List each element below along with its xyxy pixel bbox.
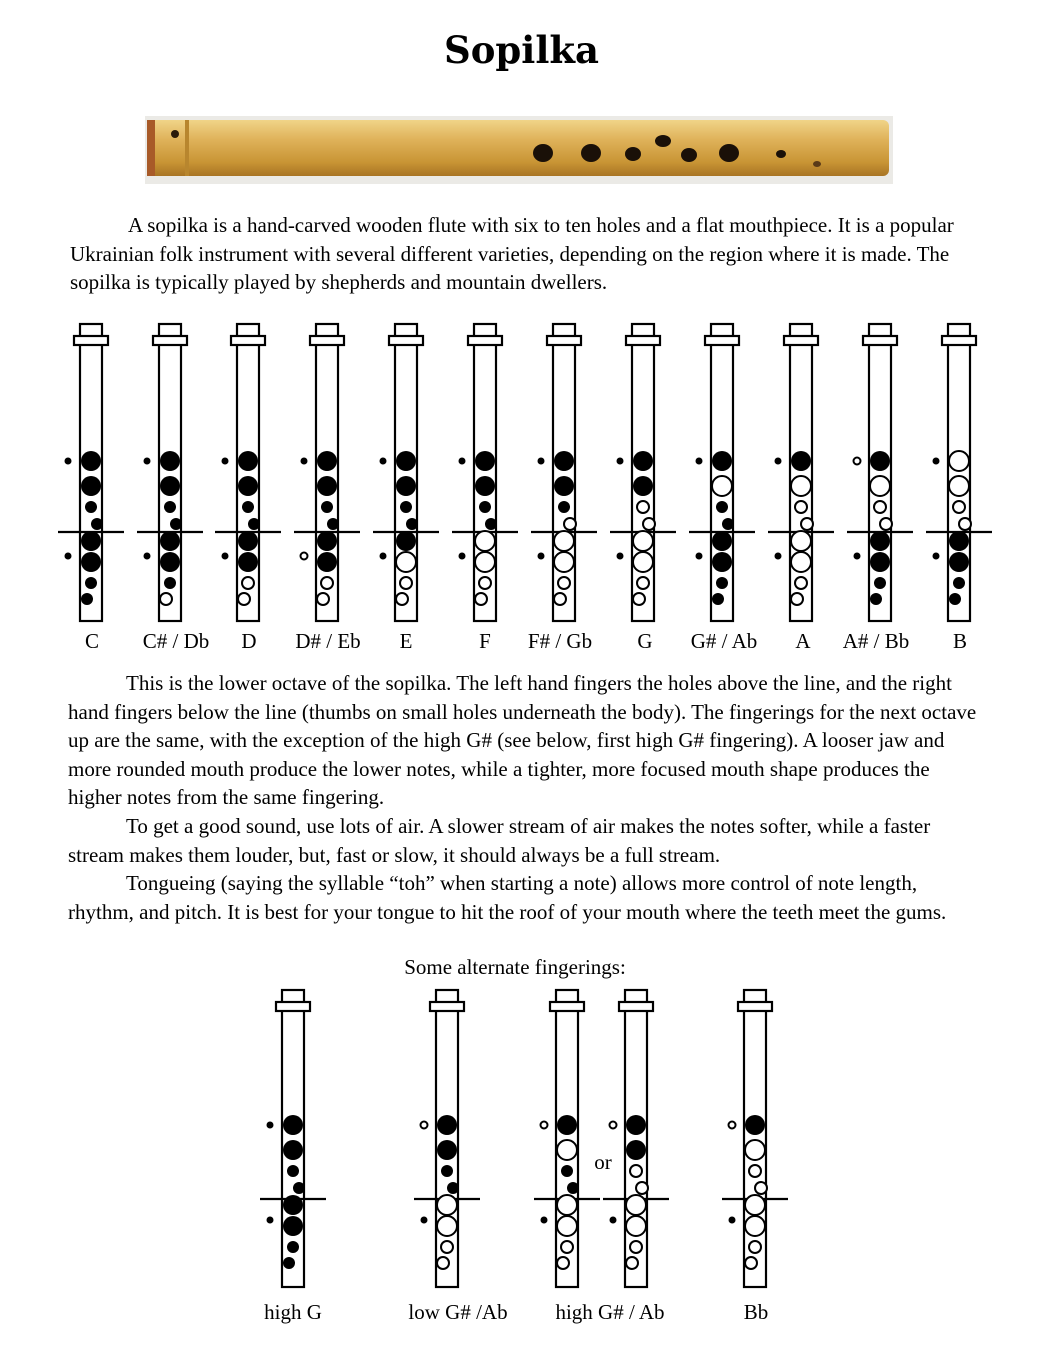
- tube: [159, 324, 181, 621]
- note-label: F: [479, 629, 491, 653]
- mouthpiece: [863, 336, 897, 345]
- finger-hole: [630, 1165, 642, 1177]
- finger-hole: [554, 476, 574, 496]
- thumb-hole: [267, 1217, 274, 1224]
- finger-hole: [441, 1241, 453, 1253]
- finger-hole: [437, 1140, 457, 1160]
- thumb-hole: [301, 458, 308, 465]
- tube: [869, 324, 891, 621]
- thumb-hole: [538, 553, 545, 560]
- finger-hole: [874, 577, 886, 589]
- mouthpiece: [153, 336, 187, 345]
- thumb-hole: [610, 1122, 617, 1129]
- finger-hole: [475, 531, 495, 551]
- note-label: A: [795, 629, 811, 653]
- finger-hole: [479, 501, 491, 513]
- finger-hole: [716, 577, 728, 589]
- note-label: A# / Bb: [842, 629, 910, 653]
- note-label: B: [952, 629, 968, 653]
- finger-hole: [870, 531, 890, 551]
- finger-hole: [630, 1241, 642, 1253]
- finger-hole: [554, 552, 574, 572]
- finger-hole: [745, 1257, 757, 1269]
- note-label: E: [399, 629, 413, 653]
- mouthpiece: [784, 336, 818, 345]
- or-label: or: [594, 1150, 612, 1174]
- thumb-hole: [610, 1217, 617, 1224]
- thumb-hole: [421, 1122, 428, 1129]
- fingering-diagram: [926, 324, 992, 621]
- thumb-hole: [617, 458, 624, 465]
- note-label: C# / Db: [142, 629, 210, 653]
- finger-hole: [795, 577, 807, 589]
- finger-hole: [712, 531, 732, 551]
- finger-hole: [791, 476, 811, 496]
- thumb-hole: [775, 553, 782, 560]
- finger-hole: [791, 593, 803, 605]
- finger-hole: [91, 518, 103, 530]
- finger-hole: [554, 531, 574, 551]
- mouthpiece: [547, 336, 581, 345]
- finger-hole: [81, 531, 101, 551]
- mouthpiece: [550, 1002, 584, 1011]
- thumb-hole: [541, 1217, 548, 1224]
- finger-hole: [564, 518, 576, 530]
- finger-hole: [238, 531, 258, 551]
- alternate-label: Bb: [743, 1300, 769, 1324]
- finger-hole: [317, 476, 337, 496]
- finger-hole: [557, 1195, 577, 1215]
- finger-hole: [475, 451, 495, 471]
- finger-hole: [396, 552, 416, 572]
- finger-hole: [791, 531, 811, 551]
- thumb-hole: [144, 458, 151, 465]
- mouthpiece: [276, 1002, 310, 1011]
- finger-hole: [248, 518, 260, 530]
- explanation-text: [68, 669, 978, 926]
- thumb-hole: [65, 553, 72, 560]
- finger-hole: [712, 552, 732, 572]
- finger-hole: [791, 451, 811, 471]
- note-label: C: [84, 629, 100, 653]
- finger-hole: [716, 501, 728, 513]
- mouthpiece: [626, 336, 660, 345]
- finger-hole: [475, 552, 495, 572]
- finger-hole: [554, 593, 566, 605]
- finger-hole: [749, 1165, 761, 1177]
- finger-hole: [712, 476, 732, 496]
- finger-hole: [557, 1115, 577, 1135]
- thumb-hole: [854, 458, 861, 465]
- finger-hole: [949, 552, 969, 572]
- finger-hole: [287, 1241, 299, 1253]
- finger-hole: [870, 552, 890, 572]
- finger-hole: [321, 577, 333, 589]
- finger-hole: [633, 451, 653, 471]
- finger-hole: [242, 501, 254, 513]
- finger-hole: [949, 531, 969, 551]
- air-paragraph: To get a good sound, use lots of air. A slower stream of air makes the notes softer, while a faster stream makes them louder, but, fast or slow, it should always be a full stream.: [68, 813, 931, 867]
- alternate-label: high G# / Ab: [555, 1300, 665, 1324]
- note-label: D: [241, 629, 257, 653]
- mouthpiece: [310, 336, 344, 345]
- tube: [80, 324, 102, 621]
- finger-hole: [441, 1165, 453, 1177]
- finger-hole: [557, 1257, 569, 1269]
- thumb-hole: [729, 1122, 736, 1129]
- finger-hole: [85, 501, 97, 513]
- fingering-diagram: [294, 324, 360, 621]
- mouthpiece: [705, 336, 739, 345]
- finger-hole: [949, 476, 969, 496]
- octave-paragraph: This is the lower octave of the sopilka. The left hand fingers the holes above the line, and the right hand fingers below the line (thumbs on small holes underneath the body). The fingerings for the next octave up are the same, with the exception of the high G# (see below, first high G# fingering). A looser jaw and more rounded mouth produce the lower notes, while a tighter, more focused mouth shape produces the higher notes from the same fingering.: [68, 671, 977, 810]
- note-label: G: [637, 629, 653, 653]
- finger-hole: [81, 476, 101, 496]
- finger-hole: [554, 451, 574, 471]
- thumb-hole: [65, 458, 72, 465]
- thumb-hole: [933, 458, 940, 465]
- finger-hole: [293, 1182, 305, 1194]
- finger-hole: [475, 593, 487, 605]
- finger-hole: [801, 518, 813, 530]
- finger-hole: [633, 476, 653, 496]
- finger-hole: [283, 1216, 303, 1236]
- thumb-hole: [144, 553, 151, 560]
- finger-hole: [745, 1216, 765, 1236]
- finger-hole: [81, 552, 101, 572]
- fingering-diagram: [137, 324, 203, 621]
- finger-hole: [81, 593, 93, 605]
- finger-hole: [745, 1115, 765, 1135]
- finger-hole: [400, 501, 412, 513]
- finger-hole: [396, 451, 416, 471]
- finger-hole: [643, 518, 655, 530]
- finger-hole: [561, 1241, 573, 1253]
- mouthpiece: [738, 1002, 772, 1011]
- fingering-diagram: [689, 324, 755, 621]
- finger-hole: [437, 1216, 457, 1236]
- finger-hole: [874, 501, 886, 513]
- finger-hole: [81, 451, 101, 471]
- finger-hole: [238, 451, 258, 471]
- thumb-hole: [267, 1122, 274, 1129]
- finger-hole: [238, 593, 250, 605]
- finger-hole: [317, 552, 337, 572]
- finger-hole: [242, 577, 254, 589]
- finger-hole: [437, 1195, 457, 1215]
- finger-hole: [636, 1182, 648, 1194]
- fingering-diagram: [534, 990, 600, 1287]
- finger-hole: [561, 1165, 573, 1177]
- thumb-hole: [222, 458, 229, 465]
- finger-hole: [437, 1115, 457, 1135]
- alternate-label: low G# /Ab: [408, 1300, 508, 1324]
- finger-hole: [626, 1216, 646, 1236]
- finger-hole: [479, 577, 491, 589]
- finger-hole: [160, 531, 180, 551]
- finger-hole: [485, 518, 497, 530]
- finger-hole: [745, 1195, 765, 1215]
- finger-hole: [949, 451, 969, 471]
- thumb-hole: [541, 1122, 548, 1129]
- finger-hole: [437, 1257, 449, 1269]
- finger-hole: [712, 593, 724, 605]
- thumb-hole: [854, 553, 861, 560]
- finger-hole: [953, 577, 965, 589]
- fingering-diagram: [768, 324, 834, 621]
- finger-hole: [283, 1195, 303, 1215]
- thumb-hole: [222, 553, 229, 560]
- intro-text: A sopilka is a hand-carved wooden flute with six to ten holes and a flat mouthpiece. It is a popular Ukrainian folk instrument with several different varieties, depending on the region where it is made. The sopilka is typically played by shepherds and mountain dwellers.: [70, 213, 954, 295]
- fingering-diagram: [603, 990, 669, 1287]
- thumb-hole: [380, 458, 387, 465]
- mouthpiece: [430, 1002, 464, 1011]
- finger-hole: [637, 501, 649, 513]
- thumb-hole: [538, 458, 545, 465]
- finger-hole: [283, 1140, 303, 1160]
- mouthpiece: [231, 336, 265, 345]
- finger-hole: [953, 501, 965, 513]
- finger-hole: [160, 552, 180, 572]
- finger-hole: [396, 593, 408, 605]
- thumb-hole: [617, 553, 624, 560]
- fingering-diagram: [260, 990, 326, 1287]
- finger-hole: [283, 1257, 295, 1269]
- thumb-hole: [301, 553, 308, 560]
- finger-hole: [287, 1165, 299, 1177]
- finger-hole: [283, 1115, 303, 1135]
- finger-hole: [791, 552, 811, 572]
- finger-hole: [317, 531, 337, 551]
- finger-hole: [164, 577, 176, 589]
- finger-hole: [160, 593, 172, 605]
- finger-hole: [160, 476, 180, 496]
- thumb-hole: [696, 458, 703, 465]
- fingering-diagram: [531, 324, 597, 621]
- fingering-diagram: [215, 324, 281, 621]
- finger-hole: [626, 1195, 646, 1215]
- alternate-label: high G: [264, 1300, 322, 1324]
- thumb-hole: [380, 553, 387, 560]
- finger-hole: [870, 451, 890, 471]
- finger-hole: [949, 593, 961, 605]
- thumb-hole: [933, 553, 940, 560]
- finger-hole: [321, 501, 333, 513]
- finger-hole: [722, 518, 734, 530]
- fingering-diagram: [610, 324, 676, 621]
- finger-hole: [396, 476, 416, 496]
- tongueing-paragraph: Tongueing (saying the syllable “toh” when starting a note) allows more control of note length, rhythm, and pitch. It is best for your tongue to hit the roof of your mouth where the teeth meet the gums.: [68, 871, 947, 924]
- finger-hole: [870, 593, 882, 605]
- finger-hole: [170, 518, 182, 530]
- finger-hole: [633, 593, 645, 605]
- finger-hole: [637, 577, 649, 589]
- thumb-hole: [775, 458, 782, 465]
- tube: [711, 324, 733, 621]
- mouthpiece: [619, 1002, 653, 1011]
- finger-hole: [238, 552, 258, 572]
- finger-hole: [396, 531, 416, 551]
- note-label: F# / Gb: [527, 629, 593, 653]
- finger-hole: [160, 451, 180, 471]
- finger-hole: [712, 451, 732, 471]
- finger-hole: [400, 577, 412, 589]
- mouthpiece: [74, 336, 108, 345]
- fingering-diagram: [373, 324, 439, 621]
- note-label: G# / Ab: [690, 629, 758, 653]
- finger-hole: [626, 1115, 646, 1135]
- finger-hole: [557, 1140, 577, 1160]
- thumb-hole: [459, 458, 466, 465]
- fingering-diagram: [847, 324, 913, 621]
- page-title: Sopilka: [444, 28, 599, 72]
- finger-hole: [633, 552, 653, 572]
- mouthpiece: [468, 336, 502, 345]
- mouthpiece: [942, 336, 976, 345]
- note-label: D# / Eb: [295, 629, 361, 653]
- finger-hole: [317, 593, 329, 605]
- fingering-diagram: [722, 990, 788, 1287]
- finger-hole: [880, 518, 892, 530]
- finger-hole: [567, 1182, 579, 1194]
- finger-hole: [755, 1182, 767, 1194]
- finger-hole: [85, 577, 97, 589]
- finger-hole: [870, 476, 890, 496]
- fingering-diagram: [414, 990, 480, 1287]
- finger-hole: [795, 501, 807, 513]
- finger-hole: [626, 1257, 638, 1269]
- finger-hole: [749, 1241, 761, 1253]
- finger-hole: [745, 1140, 765, 1160]
- finger-hole: [406, 518, 418, 530]
- finger-hole: [959, 518, 971, 530]
- finger-hole: [447, 1182, 459, 1194]
- finger-hole: [557, 1216, 577, 1236]
- fingering-diagram: [58, 324, 124, 621]
- finger-hole: [558, 577, 570, 589]
- finger-hole: [164, 501, 176, 513]
- finger-hole: [317, 451, 337, 471]
- alternate-fingerings-heading: Some alternate fingerings:: [404, 955, 626, 979]
- finger-hole: [633, 531, 653, 551]
- finger-hole: [238, 476, 258, 496]
- thumb-hole: [696, 553, 703, 560]
- fingering-diagram: [452, 324, 518, 621]
- tube: [948, 324, 970, 621]
- mouthpiece: [389, 336, 423, 345]
- thumb-hole: [421, 1217, 428, 1224]
- finger-hole: [327, 518, 339, 530]
- finger-hole: [626, 1140, 646, 1160]
- thumb-hole: [729, 1217, 736, 1224]
- finger-hole: [475, 476, 495, 496]
- finger-hole: [558, 501, 570, 513]
- thumb-hole: [459, 553, 466, 560]
